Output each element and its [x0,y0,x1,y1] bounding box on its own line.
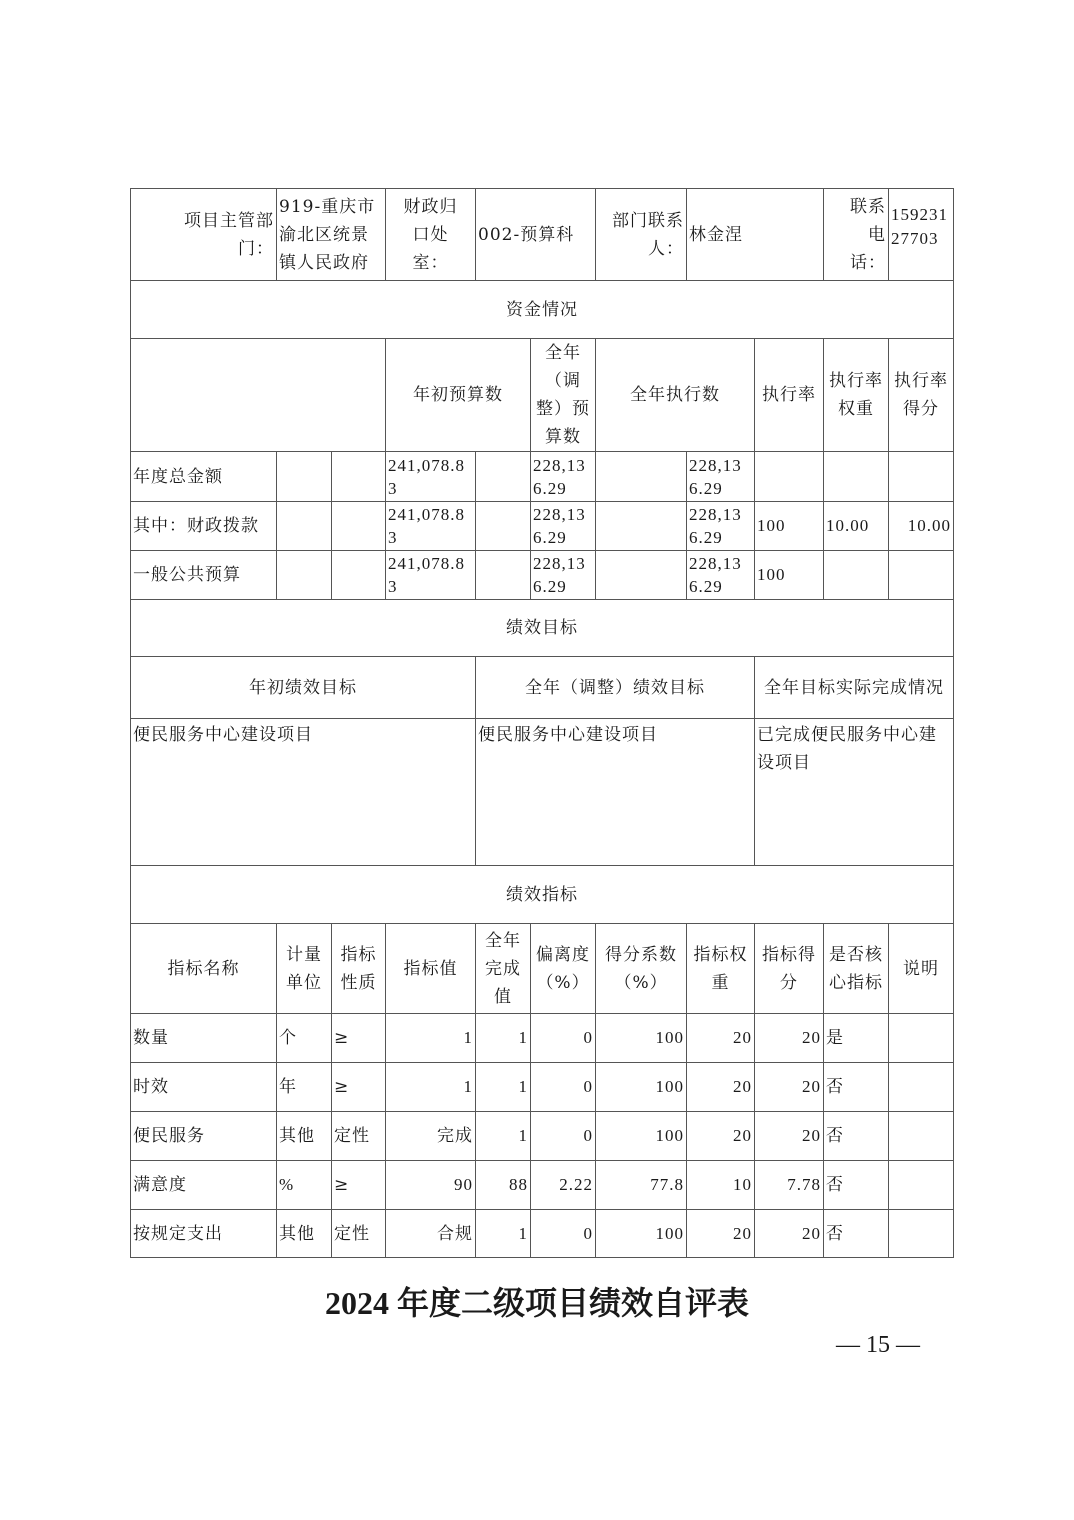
empty-cell [332,502,386,551]
funds-row-label: 其中：财政拨款 [131,502,277,551]
funds-col-weight: 执行率权重 [824,339,889,452]
funds-adjusted: 228,136.29 [531,551,596,600]
empty-cell [476,502,531,551]
ind-coef: 100 [596,1014,687,1063]
goals-value-adjusted: 便民服务中心建设项目 [476,719,755,866]
goals-value-row [131,719,954,866]
funds-score: 10.00 [889,502,954,551]
ind-unit: 个 [277,1014,332,1063]
ind-coef: 100 [596,1063,687,1112]
ind-deviation: 0 [531,1063,596,1112]
funds-weight [824,551,889,600]
ind-unit: 其他 [277,1112,332,1161]
ind-col-deviation: 偏离度（%） [531,924,596,1014]
empty-cell [277,452,332,502]
ind-col-actual: 全年完成值 [476,924,531,1014]
ind-score: 20 [755,1014,824,1063]
indicator-row [131,1161,954,1210]
goals-value-initial: 便民服务中心建设项目 [131,719,476,866]
ind-target: 90 [386,1161,476,1210]
funds-rate [755,452,824,502]
ind-name: 便民服务 [131,1112,277,1161]
indicator-row [131,1063,954,1112]
ind-actual: 1 [476,1063,531,1112]
ind-deviation: 2.22 [531,1161,596,1210]
indicators-section-title: 绩效指标 [131,866,954,924]
funds-weight [824,452,889,502]
empty-cell [476,452,531,502]
goals-header-initial: 年初绩效目标 [131,657,476,719]
ind-core: 是 [824,1014,889,1063]
ind-note [889,1210,954,1258]
funds-col-adjusted: 全年（调整）预算数 [531,339,596,452]
ind-note [889,1112,954,1161]
goals-header-actual: 全年目标实际完成情况 [755,657,954,719]
ind-name: 按规定支出 [131,1210,277,1258]
ind-weight: 20 [687,1112,755,1161]
empty-cell [332,452,386,502]
ind-core: 否 [824,1112,889,1161]
ind-nature: ≥ [332,1014,386,1063]
ind-weight: 20 [687,1014,755,1063]
ind-unit: 其他 [277,1210,332,1258]
ind-col-score: 指标得分 [755,924,824,1014]
ind-coef: 100 [596,1112,687,1161]
funds-score [889,551,954,600]
finance-value: 002-预算科 [476,189,596,281]
funds-row-label: 一般公共预算 [131,551,277,600]
ind-nature: 定性 [332,1112,386,1161]
ind-note [889,1014,954,1063]
ind-target: 合规 [386,1210,476,1258]
ind-col-target: 指标值 [386,924,476,1014]
funds-row [131,502,954,551]
empty-cell [476,551,531,600]
funds-initial: 241,078.83 [386,502,476,551]
empty-cell [596,502,687,551]
ind-weight: 20 [687,1210,755,1258]
ind-nature: 定性 [332,1210,386,1258]
empty-cell [332,551,386,600]
ind-coef: 100 [596,1210,687,1258]
ind-actual: 1 [476,1112,531,1161]
empty-cell [277,551,332,600]
ind-deviation: 0 [531,1112,596,1161]
ind-actual: 1 [476,1014,531,1063]
ind-score: 20 [755,1063,824,1112]
funds-rate: 100 [755,502,824,551]
ind-weight: 10 [687,1161,755,1210]
indicator-row [131,1014,954,1063]
ind-weight: 20 [687,1063,755,1112]
empty-cell [596,452,687,502]
funds-col-score: 执行率得分 [889,339,954,452]
finance-label: 财政归口处室： [386,189,476,281]
ind-col-coef: 得分系数（%） [596,924,687,1014]
indicators-header-row [131,924,954,1014]
ind-note [889,1161,954,1210]
funds-section-title: 资金情况 [131,281,954,339]
funds-row [131,452,954,502]
goals-header-adjusted: 全年（调整）绩效目标 [476,657,755,719]
funds-col-rate: 执行率 [755,339,824,452]
funds-score [889,452,954,502]
funds-row [131,551,954,600]
funds-adjusted: 228,136.29 [531,452,596,502]
ind-col-note: 说明 [889,924,954,1014]
contact-label: 部门联系人： [596,189,687,281]
ind-name: 满意度 [131,1161,277,1210]
dept-label: 项目主管部门： [131,189,277,281]
ind-target: 1 [386,1063,476,1112]
ind-unit: % [277,1161,332,1210]
page-number: — 15 — [836,1332,920,1358]
goals-section-title: 绩效目标 [131,600,954,657]
funds-header-blank [131,339,386,452]
indicator-row [131,1112,954,1161]
funds-initial: 241,078.83 [386,452,476,502]
indicator-row [131,1210,954,1258]
ind-target: 完成 [386,1112,476,1161]
ind-col-unit: 计量单位 [277,924,332,1014]
performance-table [130,188,954,1258]
ind-actual: 88 [476,1161,531,1210]
ind-deviation: 0 [531,1014,596,1063]
funds-executed: 228,136.29 [687,551,755,600]
funds-executed: 228,136.29 [687,452,755,502]
ind-col-name: 指标名称 [131,924,277,1014]
dept-value: 919-重庆市渝北区统景镇人民政府 [277,189,386,281]
ind-core: 否 [824,1063,889,1112]
contact-value: 林金涅 [687,189,824,281]
funds-rate: 100 [755,551,824,600]
ind-target: 1 [386,1014,476,1063]
funds-col-initial: 年初预算数 [386,339,531,452]
funds-col-executed: 全年执行数 [596,339,755,452]
funds-header-row [131,339,954,452]
ind-unit: 年 [277,1063,332,1112]
ind-col-core: 是否核心指标 [824,924,889,1014]
ind-score: 20 [755,1210,824,1258]
ind-core: 否 [824,1161,889,1210]
funds-weight: 10.00 [824,502,889,551]
ind-score: 20 [755,1112,824,1161]
ind-coef: 77.8 [596,1161,687,1210]
ind-name: 数量 [131,1014,277,1063]
funds-adjusted: 228,136.29 [531,502,596,551]
phone-value: 15923127703 [889,189,954,281]
ind-core: 否 [824,1210,889,1258]
funds-row-label: 年度总金额 [131,452,277,502]
ind-actual: 1 [476,1210,531,1258]
ind-name: 时效 [131,1063,277,1112]
funds-initial: 241,078.83 [386,551,476,600]
header-info-row [131,189,954,281]
empty-cell [277,502,332,551]
ind-nature: ≥ [332,1063,386,1112]
phone-label: 联系电话： [824,189,889,281]
ind-nature: ≥ [332,1161,386,1210]
goals-value-actual: 已完成便民服务中心建设项目 [755,719,954,866]
ind-col-weight: 指标权重 [687,924,755,1014]
ind-score: 7.78 [755,1161,824,1210]
ind-col-nature: 指标性质 [332,924,386,1014]
empty-cell [596,551,687,600]
goals-header-row [131,657,954,719]
funds-executed: 228,136.29 [687,502,755,551]
ind-deviation: 0 [531,1210,596,1258]
ind-note [889,1063,954,1112]
document-title: 2024 年度二级项目绩效自评表 [324,1285,749,1321]
